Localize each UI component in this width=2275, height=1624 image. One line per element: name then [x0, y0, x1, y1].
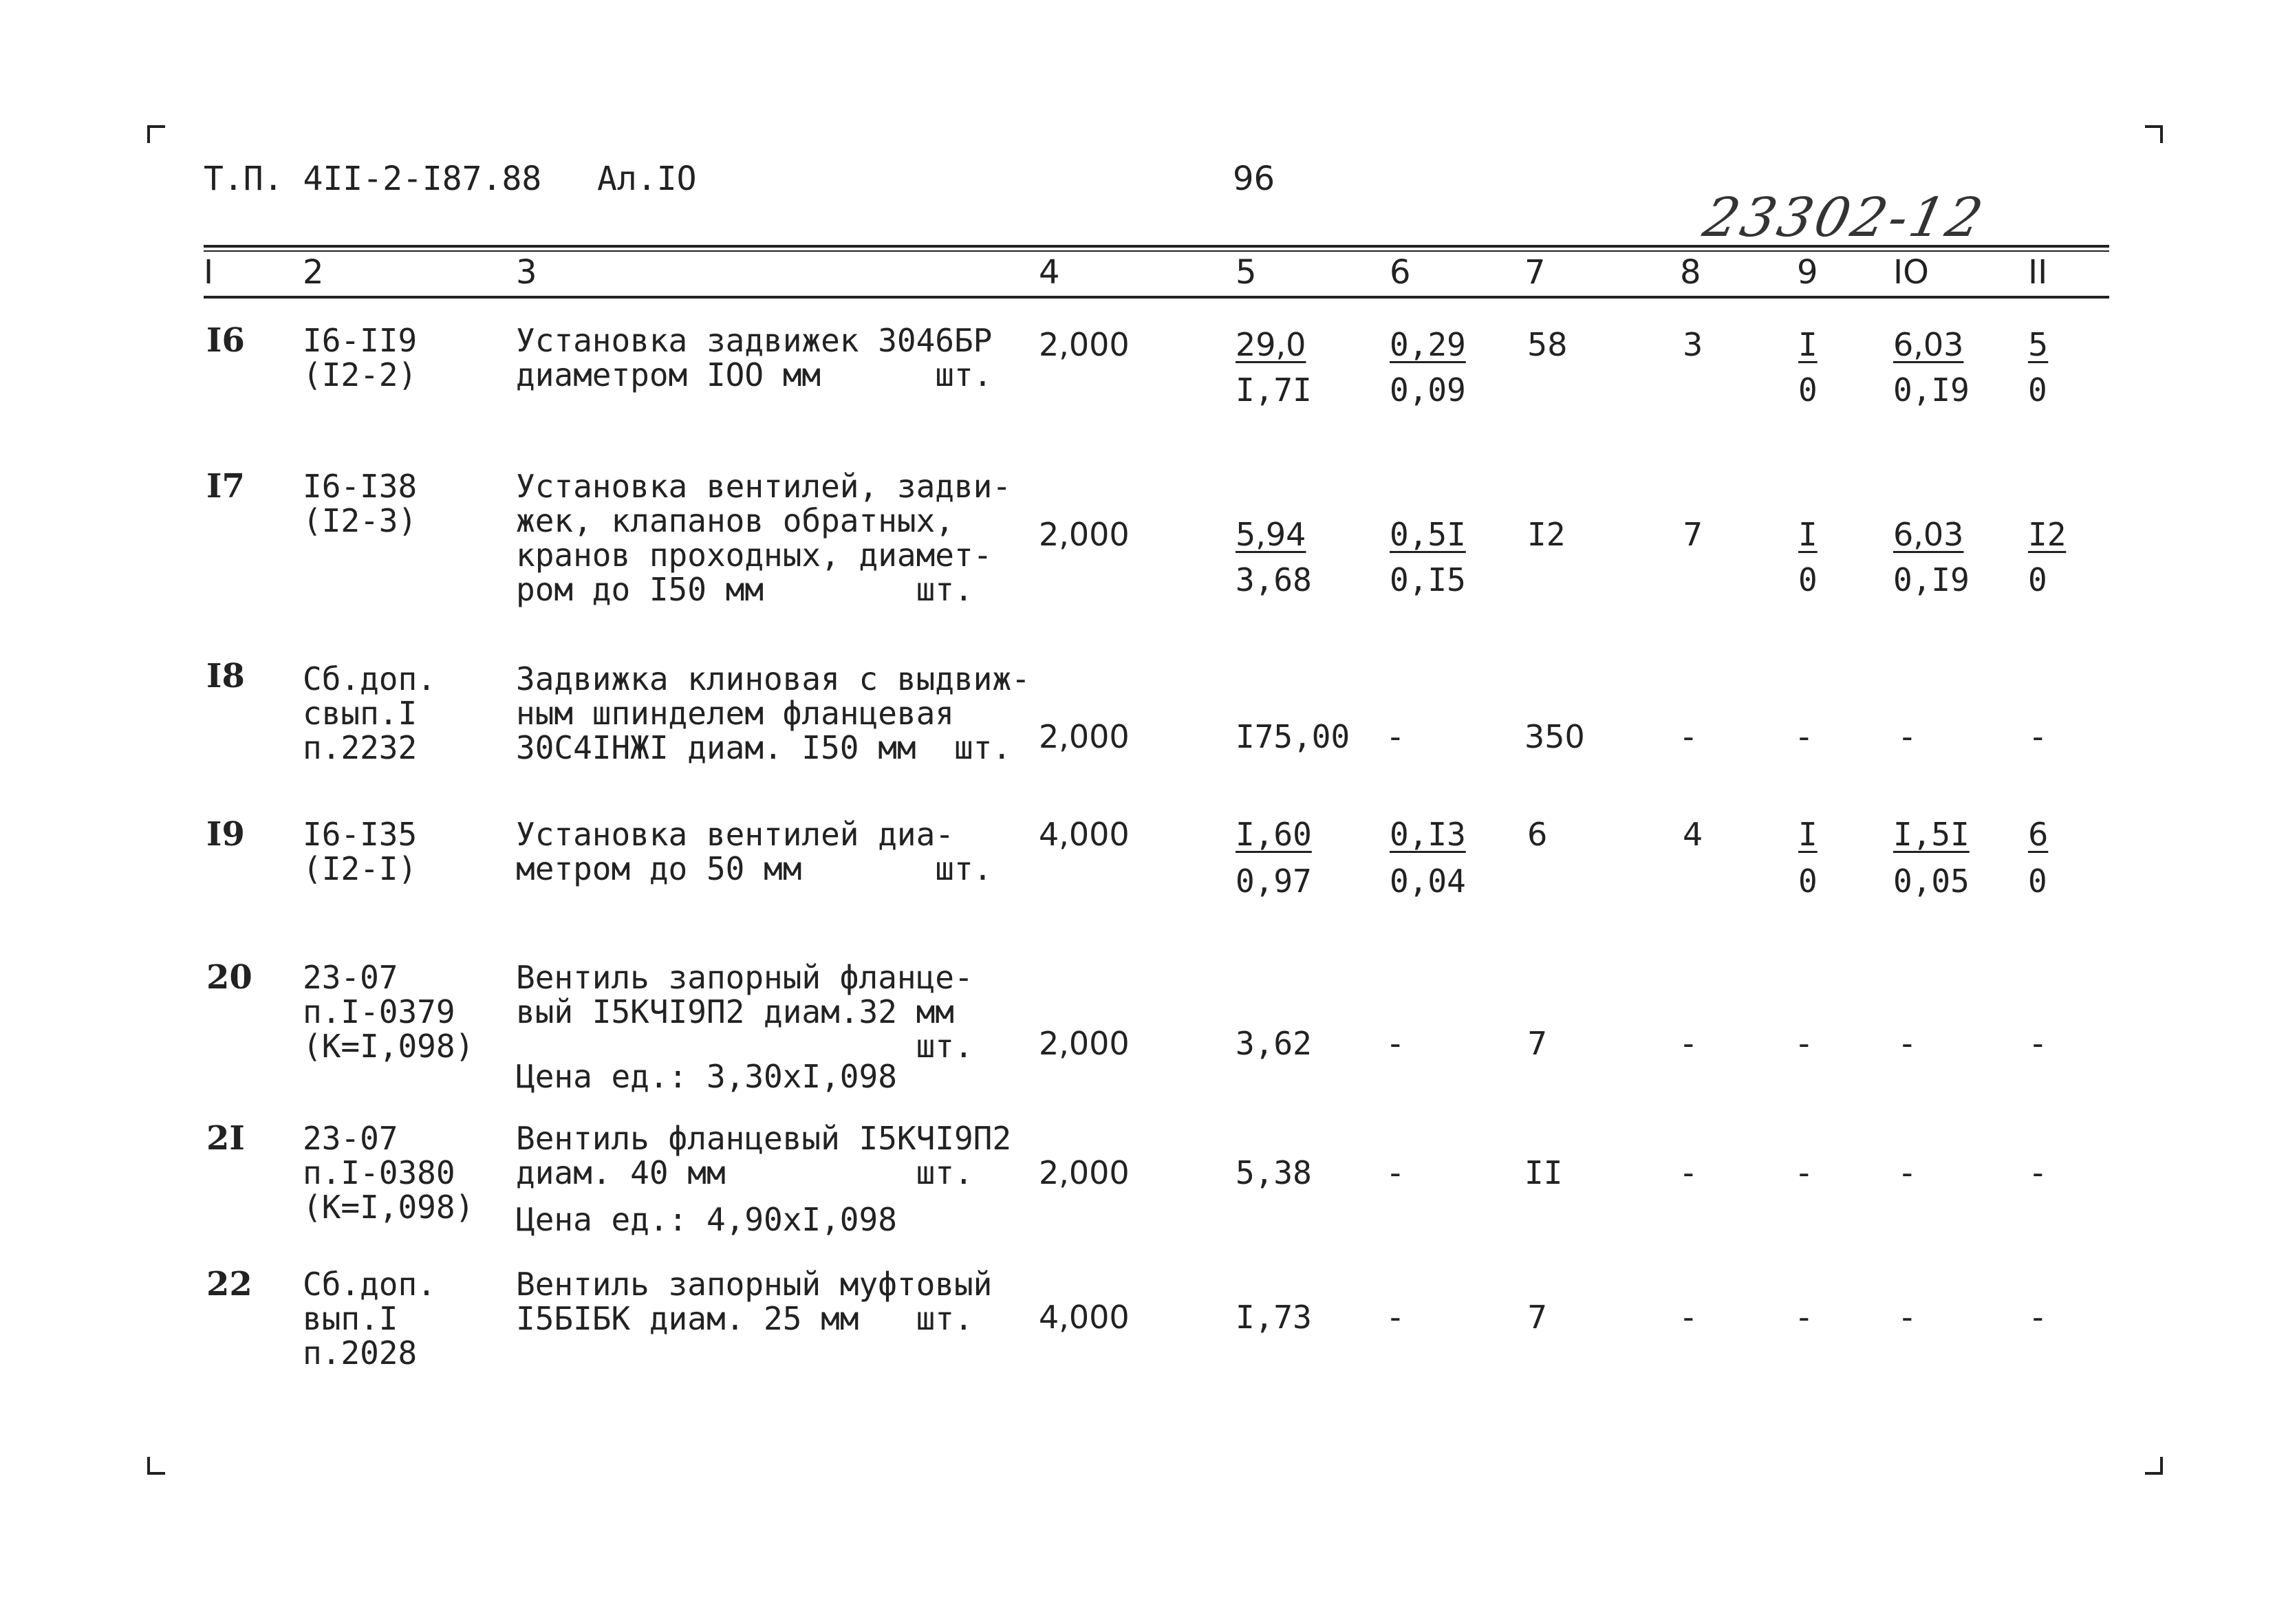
machine-total-wages: 0: [1798, 371, 1818, 409]
norm-code: I6-II9 (I2-2): [303, 322, 418, 393]
work-description: Установка вентилей, задви- жек, клапанов обратных, кранов проходных, диамет- ром до I50 мм шт.: [516, 468, 1012, 608]
corner-mark-top-right: [2145, 125, 2163, 143]
labor-unit: -: [1901, 1025, 1913, 1062]
corner-mark-bottom-right: [2145, 1457, 2163, 1475]
header-rule-top: [204, 245, 2109, 248]
work-description: Установка вентилей диа- метром до 50 мм шт.: [516, 816, 993, 887]
total-wages: 4: [1683, 816, 1703, 853]
quantity: 2,000: [1039, 718, 1130, 755]
machine-cost: -: [1390, 1154, 1401, 1191]
sheet-label: Ал.IO: [597, 160, 697, 198]
total-cost: 7: [1527, 1025, 1548, 1062]
total-wages: -: [1683, 1299, 1694, 1336]
total-wages: -: [1683, 718, 1694, 755]
total-wages: -: [1683, 1154, 1694, 1191]
machine-total: I: [1798, 516, 1818, 553]
total-cost: 58: [1527, 326, 1568, 363]
cost-total: 3,62: [1236, 1025, 1312, 1062]
labor-total: -: [2032, 1299, 2044, 1336]
column-header-8: 8: [1680, 253, 1701, 292]
machine-total: -: [1798, 1154, 1810, 1191]
total-wages: 3: [1683, 326, 1703, 363]
row-number: I6: [206, 321, 245, 360]
norm-code: 23-07 п.I-0379 (К=I,098): [303, 959, 475, 1065]
machine-total: I: [1798, 326, 1818, 363]
document-code: Т.П. 4II-2-I87.88: [204, 160, 542, 198]
machine-wages: 0,09: [1390, 371, 1466, 409]
work-description: Установка задвижек 3046БР диаметром IOO мм шт.: [516, 322, 993, 393]
unit-price-note: Цена ед.: 4,90хI,098: [516, 1201, 897, 1238]
cost-wages: 3,68: [1236, 561, 1312, 598]
row-number: 20: [206, 958, 252, 997]
labor-total: I2: [2028, 516, 2067, 553]
machine-wages: 0,04: [1390, 863, 1466, 900]
quantity: 2,000: [1039, 516, 1130, 553]
norm-code: Сб.доп. свып.I п.2232: [303, 660, 436, 766]
total-cost: 350: [1524, 718, 1585, 755]
total-cost: II: [1524, 1154, 1563, 1191]
norm-code: I6-I35 (I2-I): [303, 816, 418, 887]
total-cost: 6: [1527, 816, 1548, 853]
cost-total: 5,94: [1236, 516, 1306, 553]
cost-total: I,60: [1236, 816, 1312, 853]
row-number: I7: [206, 467, 245, 506]
labor-unit: -: [1901, 1154, 1913, 1191]
labor-total-machinist: 0: [2028, 863, 2047, 900]
column-header-10: IO: [1893, 253, 1929, 292]
column-header-7: 7: [1524, 253, 1546, 292]
labor-total-machinist: 0: [2028, 561, 2047, 598]
total-wages: 7: [1683, 516, 1703, 553]
column-header-5: 5: [1236, 253, 1257, 292]
work-description: Вентиль запорный муфтовый I5БIБК диам. 25 мм шт.: [516, 1266, 993, 1337]
labor-total: 6: [2028, 816, 2049, 853]
cost-total: I75,00: [1236, 718, 1350, 755]
machine-total: I: [1798, 816, 1818, 853]
column-header-3: 3: [516, 253, 537, 292]
machine-cost: -: [1390, 718, 1401, 755]
cost-total: I,73: [1236, 1299, 1312, 1336]
labor-total: -: [2032, 1154, 2044, 1191]
header-rule-top-double: [204, 250, 2109, 252]
labor-unit: 6,03: [1893, 516, 1964, 553]
column-header-11: II: [2028, 253, 2048, 292]
quantity: 2,000: [1039, 326, 1130, 363]
work-description: Вентиль запорный фланце- вый I5КЧI9П2 диам.32 мм шт.: [516, 959, 973, 1065]
machine-cost: 0,5I: [1390, 516, 1466, 553]
column-header-4: 4: [1039, 253, 1060, 292]
machine-total: -: [1798, 718, 1810, 755]
cost-wages: 0,97: [1236, 863, 1312, 900]
cost-wages: I,7I: [1236, 371, 1312, 409]
norm-code: I6-I38 (I2-3): [303, 468, 418, 539]
cost-total: 29,0: [1236, 326, 1306, 363]
labor-total: -: [2032, 1025, 2044, 1062]
machine-cost: -: [1390, 1025, 1401, 1062]
labor-unit-machinist: 0,I9: [1893, 561, 1970, 598]
quantity: 4,000: [1039, 816, 1130, 853]
machine-wages: 0,I5: [1390, 561, 1466, 598]
labor-unit: -: [1901, 1299, 1913, 1336]
machine-cost: -: [1390, 1299, 1401, 1336]
quantity: 2,000: [1039, 1025, 1130, 1062]
work-description: Задвижка клиновая с выдвиж- ным шпинделем фланцевая 30С4IНЖI диам. I50 мм шт.: [516, 660, 1031, 766]
row-number: I8: [206, 657, 245, 695]
total-cost: 7: [1527, 1299, 1548, 1336]
labor-unit: I,5I: [1893, 816, 1970, 853]
quantity: 4,000: [1039, 1299, 1130, 1336]
column-header-2: 2: [303, 253, 324, 292]
work-description: Вентиль фланцевый I5КЧI9П2 диам. 40 мм шт.: [516, 1120, 1012, 1191]
labor-unit-machinist: 0,05: [1893, 863, 1970, 900]
total-cost: I2: [1527, 516, 1566, 553]
machine-cost: 0,I3: [1390, 816, 1466, 853]
column-header-9: 9: [1797, 253, 1818, 292]
cost-total: 5,38: [1236, 1154, 1312, 1191]
header-rule-bottom: [204, 296, 2109, 299]
machine-cost: 0,29: [1390, 326, 1466, 363]
handwritten-code: 23302-12: [1698, 187, 1991, 249]
page-number: 96: [1233, 160, 1275, 198]
total-wages: -: [1683, 1025, 1694, 1062]
row-number: I9: [206, 815, 245, 854]
labor-total: 5: [2028, 326, 2049, 363]
machine-total: -: [1798, 1299, 1810, 1336]
unit-price-note: Цена ед.: 3,30хI,098: [516, 1058, 897, 1095]
labor-unit-machinist: 0,I9: [1893, 371, 1970, 409]
row-number: 22: [206, 1265, 252, 1303]
labor-unit: -: [1901, 718, 1913, 755]
norm-code: 23-07 п.I-0380 (К=I,098): [303, 1120, 475, 1226]
column-header-1: I: [204, 253, 214, 292]
column-header-6: 6: [1390, 253, 1411, 292]
machine-total: -: [1798, 1025, 1810, 1062]
labor-total: -: [2032, 718, 2044, 755]
quantity: 2,000: [1039, 1154, 1130, 1191]
row-number: 2I: [206, 1119, 245, 1158]
labor-unit: 6,03: [1893, 326, 1964, 363]
labor-total-machinist: 0: [2028, 371, 2047, 409]
machine-total-wages: 0: [1798, 863, 1818, 900]
corner-mark-bottom-left: [147, 1457, 165, 1475]
machine-total-wages: 0: [1798, 561, 1818, 598]
corner-mark-top-left: [147, 125, 165, 143]
norm-code: Сб.доп. вып.I п.2028: [303, 1266, 436, 1372]
